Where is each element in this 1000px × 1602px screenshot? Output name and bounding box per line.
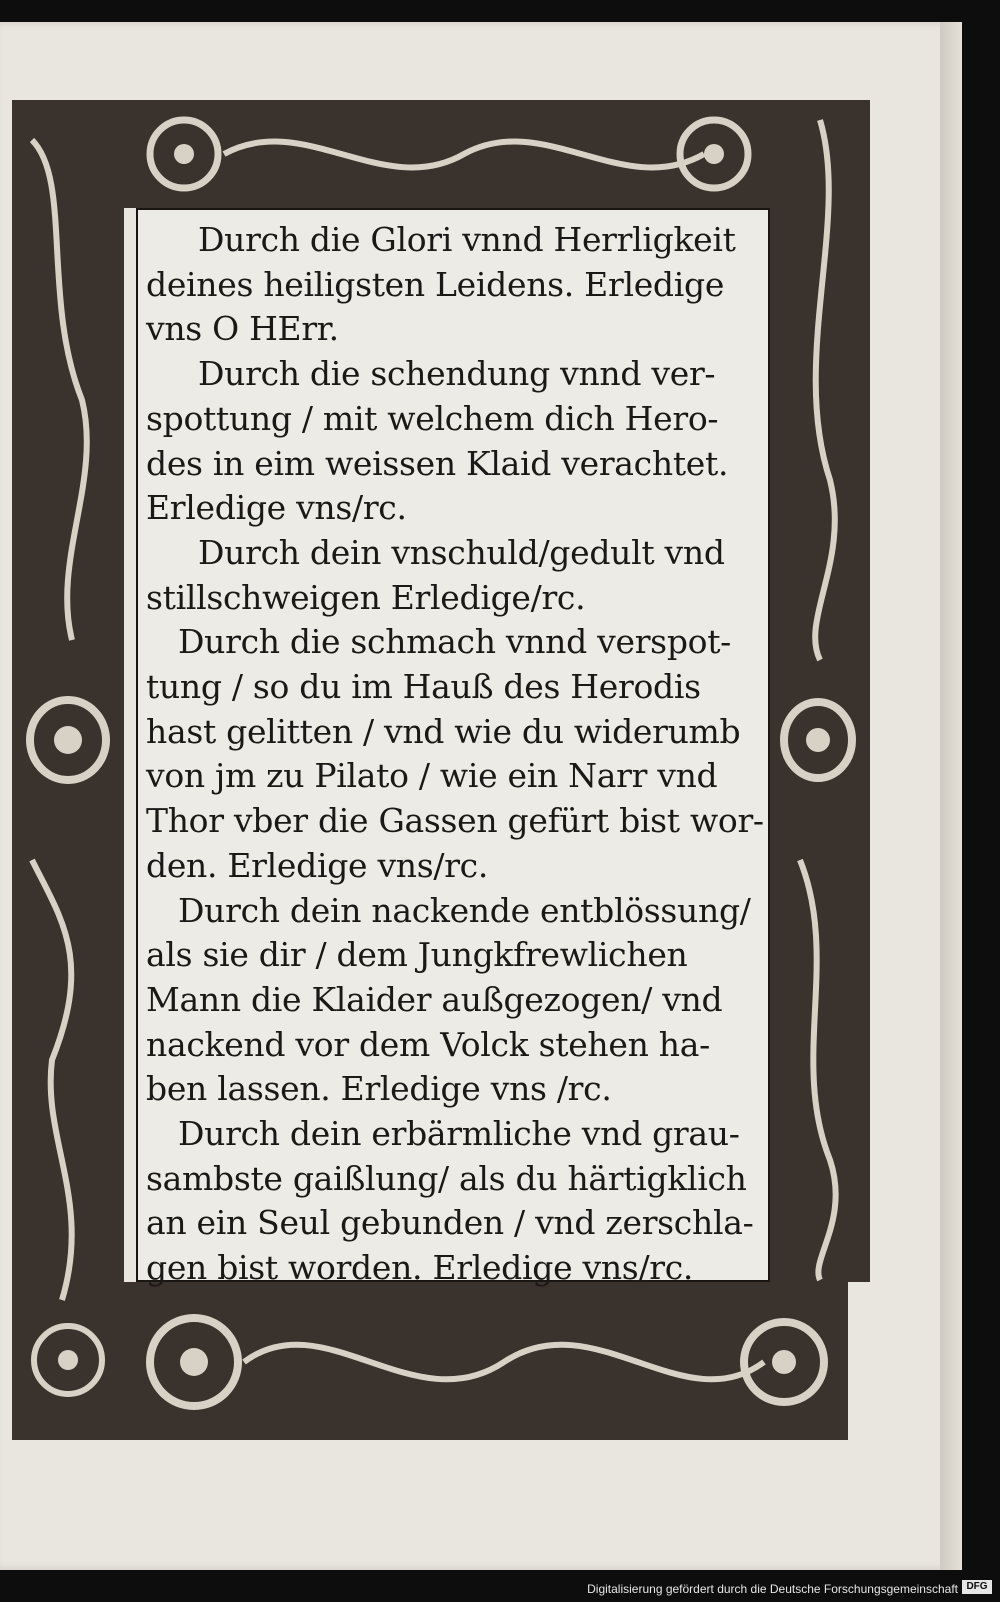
text-line: spottung / mit welchem dich Hero- bbox=[146, 398, 719, 438]
prayer-text bbox=[146, 218, 764, 1291]
text-line: Durch dein nackende entblössung/ bbox=[178, 890, 751, 930]
text-line: stillschweigen Erledige/rc. bbox=[146, 577, 586, 617]
text-line: Durch die Glori vnnd Herrligkeit bbox=[198, 220, 736, 259]
text-line: Durch dein erbärmliche vnd grau- bbox=[178, 1114, 740, 1154]
footer-bar bbox=[0, 1572, 1000, 1602]
text-line: den. Erledige vns/rc. bbox=[146, 845, 489, 885]
text-line: sambste gaißlung/ als du härtigklich bbox=[146, 1158, 747, 1198]
bottom-border-woodcut bbox=[124, 1282, 848, 1440]
text-line: von jm zu Pilato / wie ein Narr vnd bbox=[146, 756, 718, 796]
dfg-credit: Digitalisierung gefördert durch die Deutsche Forschungsgemeinschaft bbox=[587, 1582, 958, 1596]
text-line: Mann die Klaider außgezogen/ vnd bbox=[146, 979, 723, 1019]
text-line: Durch dein vnschuld/gedult vnd bbox=[198, 532, 725, 572]
top-border-woodcut bbox=[124, 100, 770, 208]
text-line: des in eim weissen Klaid verachtet. bbox=[146, 443, 729, 483]
text-line: vns O HErr. bbox=[146, 309, 339, 349]
text-line: Durch die schmach vnnd verspot- bbox=[178, 622, 732, 662]
dfg-logo: DFG bbox=[962, 1580, 992, 1594]
text-line: Durch die schendung vnnd ver- bbox=[198, 354, 716, 394]
text-line: Thor vber die Gassen gefürt bist wor- bbox=[146, 801, 764, 841]
text-line: gen bist worden. Erledige vns/rc. bbox=[146, 1248, 694, 1288]
woodcut-frame bbox=[12, 100, 870, 1440]
text-line: deines heiligsten Leidens. Erledige bbox=[146, 264, 725, 304]
page-edge bbox=[940, 22, 962, 1570]
left-border-woodcut bbox=[12, 100, 124, 1440]
text-line: tung / so du im Hauß des Herodis bbox=[146, 667, 701, 707]
text-line: hast gelitten / vnd wie du widerumb bbox=[146, 711, 741, 751]
book-page bbox=[0, 22, 962, 1570]
text-line: an ein Seul gebunden / vnd zerschla- bbox=[146, 1203, 754, 1243]
text-line: Erledige vns/rc. bbox=[146, 488, 407, 528]
right-border-woodcut bbox=[770, 100, 870, 1282]
text-panel bbox=[136, 208, 770, 1288]
text-line: nackend vor dem Volck stehen ha- bbox=[146, 1024, 710, 1064]
text-line: ben lassen. Erledige vns /rc. bbox=[146, 1069, 612, 1109]
text-line: als sie dir / dem Jungkfrewlichen bbox=[146, 935, 688, 975]
